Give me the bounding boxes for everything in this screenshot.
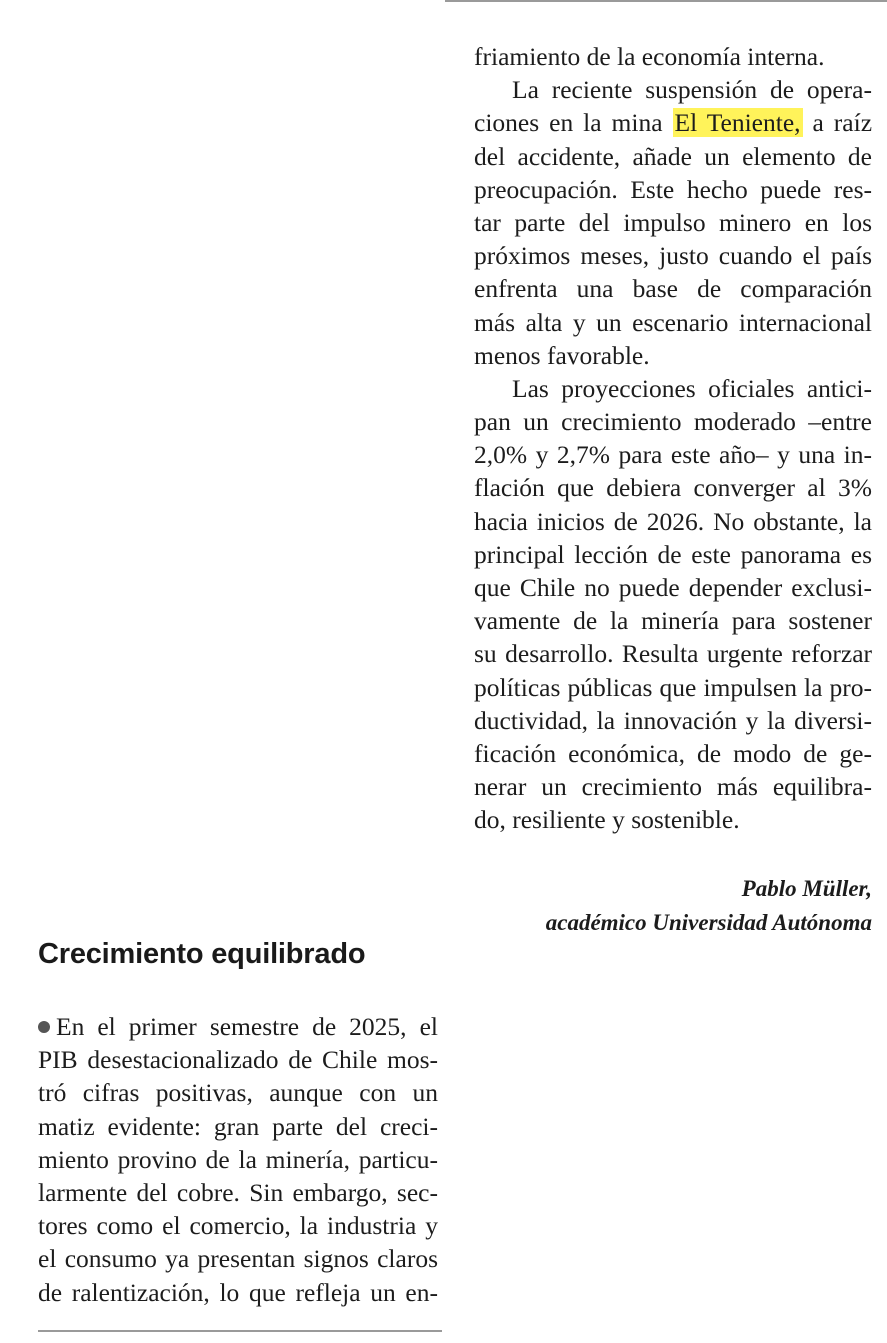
text-line: do, resiliente y sostenible. — [474, 805, 740, 835]
text-fragment: ciones en la mina — [474, 108, 673, 138]
highlighted-term: El Teniente, — [674, 108, 801, 138]
text-fragment: En el primer semestre de 2025, el — [56, 1012, 438, 1041]
text-line-with-highlight — [474, 106, 872, 139]
text-line: larmente del cobre. Sin embargo, sec- — [38, 1177, 438, 1207]
text-line: que Chile no puede depender exclusi- — [474, 573, 872, 602]
text-line: flación que debiera converger al 3% — [474, 473, 872, 503]
text-line: próximos meses, justo cuando el país — [474, 241, 872, 271]
text-line: tró cifras positivas, aunque con un — [38, 1078, 438, 1108]
text-line: miento provino de la minería, particu- — [38, 1144, 438, 1174]
text-line: más alta y un escenario internacional — [474, 307, 872, 337]
text-line: tores como el comercio, la industria y — [38, 1211, 438, 1241]
text-line: ficación económica, de modo de ge- — [474, 738, 872, 768]
text-line: principal lección de este panorama es — [474, 539, 872, 569]
text-line: hacia inicios de 2026. No obstante, la — [474, 506, 872, 536]
author-affiliation: académico Universidad Autónoma — [545, 910, 872, 935]
text-line: matiz evidente: gran parte del creci- — [38, 1111, 438, 1141]
text-line: de ralentización, lo que refleja un en- — [38, 1277, 438, 1307]
text-line: vamente de la minería para sostener — [474, 606, 872, 636]
article-column-right — [474, 40, 872, 837]
text-line: enfrenta una base de comparación — [474, 274, 872, 304]
text-line: tar parte del impulso minero en los — [474, 207, 872, 237]
text-line: el consumo ya presentan signos claros — [38, 1244, 438, 1274]
section-headline: Crecimiento equilibrado — [38, 938, 366, 970]
text-line: políticas públicas que impulsen la pro- — [474, 672, 872, 702]
text-fragment: a raíz — [802, 108, 873, 138]
article-column-left — [38, 1010, 438, 1309]
bullet-icon — [38, 1021, 50, 1033]
text-line: pan un crecimiento moderado –entre — [474, 407, 872, 437]
text-line: La reciente suspensión de opera- — [512, 75, 872, 105]
author-name: Pablo Müller, — [741, 876, 872, 901]
bottom-divider — [38, 1330, 442, 1332]
text-line: preocupación. Este hecho puede res- — [474, 174, 872, 204]
text-line: PIB desestacionalizado de Chile mos- — [38, 1045, 438, 1075]
text-line: Las proyecciones oficiales antici- — [512, 373, 872, 403]
author-signature — [546, 872, 872, 940]
text-line: ductividad, la innovación y la diversi- — [474, 705, 872, 735]
text-line: friamiento de la economía interna. — [474, 42, 825, 71]
top-divider — [445, 0, 887, 2]
text-line-with-bullet — [38, 1010, 438, 1043]
text-line: menos favorable. — [474, 340, 650, 370]
text-line: nerar un crecimiento más equilibra- — [474, 772, 872, 802]
text-line: su desarrollo. Resulta urgente reforzar — [474, 639, 872, 669]
text-line: del accidente, añade un elemento de — [474, 141, 872, 171]
text-line: 2,0% y 2,7% para este año– y una in- — [474, 440, 872, 470]
